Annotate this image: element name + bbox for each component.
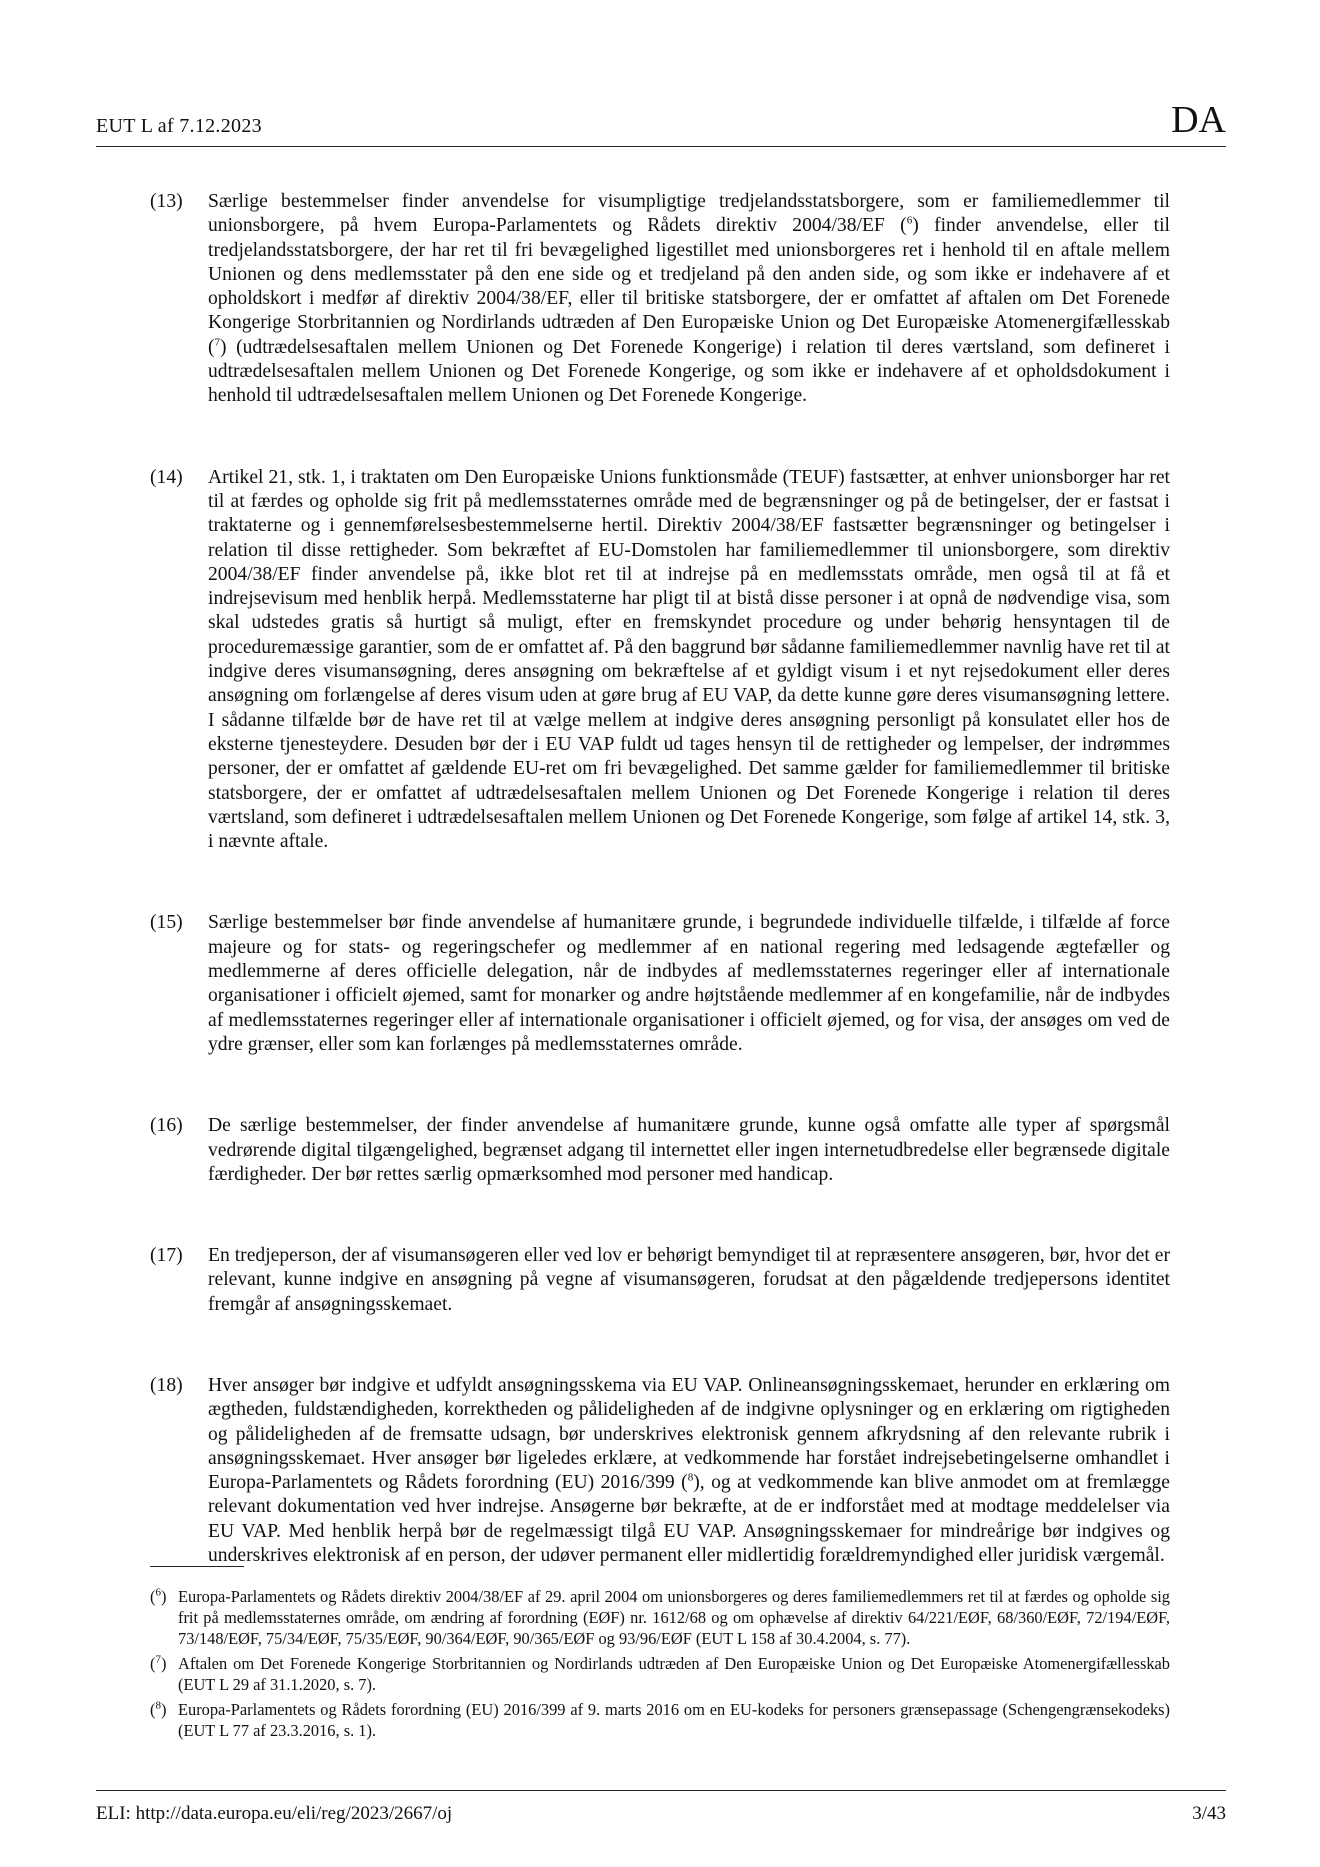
- recital-text: Hver ansøger bør indgive et udfyldt ansøgningsskema via EU VAP. Onlineansøgningsskemaet, herunder en erklæring om ægtheden, fuldstændigheden, korrektheden og pålideligheden af de indgivne oplysninger og en erklæring om rigtigheden og pålideligheden af de fremsatte udsagn, bør underskrives elektronisk gennem afkrydsning af den relevante rubrik i ansøgningsskemaet. Hver ansøger bør ligeledes erklære, at vedkommende har forstået indrejsebetingelserne omhandlet i Europa-Parlamentets og Rådets forordning (EU) 2016/399 (: [208, 1374, 1170, 1494]
- footnote-reference[interactable]: 8: [687, 1471, 694, 1484]
- document-body: [150, 190, 1170, 1568]
- footnotes: [150, 1586, 1170, 1745]
- footnote: [150, 1653, 1170, 1695]
- footnote-marker: ($^7$): [150, 1653, 167, 1673]
- recital-text: ) (udtrædelsesaftalen mellem Unionen og Det Forenede Kongerige) i relation til deres værtsland, som defineret i udtrædelsesaftalen mellem Unionen og Det Forenede Kongerige, og som ikke er indehavere af et opholdsdokument i henhold til udtrædelsesaftalen mellem Unionen og Det Forenede Kongerige.: [208, 336, 1170, 407]
- recital-text: En tredjeperson, der af visumansøgeren eller ved lov er behørigt bemyndiget til at repræsentere ansøgeren, bør, hvor det er relevant, kunne indgive en ansøgning på vegne af visumansøgeren, forudsat at den pågældende tredjepersons identitet fremgår af ansøgningsskemaet.: [208, 1245, 1170, 1315]
- recital: [150, 1114, 1170, 1187]
- recital-number: (14): [150, 466, 183, 488]
- recital-text: ), og at vedkommende kan blive anmodet om at fremlægge relevant dokumentation ved hver indrejse. Ansøgerne bør bekræfte, at de er indforstået med at modtage meddelelser via EU VAP. Med henblik herpå bør de regelmæssigt tilgå EU VAP. Ansøgningsskemaer for mindreårige bør indgives og underskrives elektronisk af en person, der udøver permanent eller midlertidig forældremyndighed eller juridisk værgemål.: [208, 1472, 1170, 1567]
- recital-number: (13): [150, 191, 183, 212]
- recital-number: (15): [150, 912, 183, 934]
- journal-reference: EUT L af 7.12.2023: [96, 115, 262, 137]
- recital-number: (18): [150, 1374, 183, 1396]
- footnote: [150, 1586, 1170, 1649]
- recital-text: Særlige bestemmelser finder anvendelse for visumpligtige tredjelandsstatsborgere, som er familiemedlemmer til unionsborgere, på hvem Europa-Parlamentets og Rådets direktiv 2004/38/EF (: [208, 191, 1170, 237]
- recital-text: ) finder anvendelse, eller til tredjelandsstatsborgere, der har ret til fri bevægelighed ligestillet med unionsborgeres ret i henhold til en aftale mellem Unionen og dens medlemsstater på den ene side og et tredjeland på den anden side, og som ikke er indehavere af et opholdskort i medfør af direktiv 2004/38/EF, eller til britiske statsborgere, der er omfattet af aftalen om Det Forenede Kongerige Storbritannien og Nordirlands udtræden af Den Europæiske Union og Det Europæiske Atomenergifællesskab (: [208, 215, 1170, 358]
- footnote: [150, 1699, 1170, 1741]
- recital-text: De særlige bestemmelser, der finder anvendelse af humanitære grunde, kunne også omfatte alle typer af spørgsmål vedrørende digital tilgængelighed, begrænset adgang til internettet eller ingen internetudbredelse eller begrænsede digitale færdigheder. Der bør rettes særlig opmærksomhed mod personer med handicap.: [208, 1115, 1170, 1185]
- footnote-text: Aftalen om Det Forenede Kongerige Storbritannien og Nordirlands udtræden af Den Europæiske Union og Det Europæiske Atomenergifællesskab (EUT L 29 af 31.1.2020, s. 7).: [178, 1654, 1170, 1694]
- page-number: 3/43: [1192, 1803, 1226, 1824]
- recital-number: (17): [150, 1245, 183, 1267]
- recital-text: Artikel 21, stk. 1, i traktaten om Den Europæiske Unions funktionsmåde (TEUF) fastsætter, at enhver unionsborger har ret til at færdes og opholde sig frit på medlemsstaternes område med de begrænsninger og på de betingelser, der er fastsat i traktaterne og i gennemførelsesbestemmelserne hertil. Direktiv 2004/38/EF fastsætter begrænsninger og betingelser i relation til disse rettigheder. Som bekræftet af EU-Domstolen har familiemedlemmer til unionsborgere, som direktiv 2004/38/EF finder anvendelse på, ikke blot ret til at indrejse på en medlemsstats område, men også til at få et indrejsevisum med henblik herpå. Medlemsstaterne har pligt til at bistå disse personer i at opnå de nødvendige visa, som skal udstedes gratis så hurtigt så muligt, efter en fremskyndet procedure og under behørig hensyntagen til de proceduremæssige garantier, som de er omfattet af. På den baggrund bør sådanne familiemedlemmer navnlig have ret til at indgive deres visumansøgning, deres ansøgning om bekræftelse af et gyldigt visum i et nyt rejsedokument eller deres ansøgning om forlængelse af deres visum uden at gøre brug af EU VAP, da dette kunne gøre deres visumansøgning lettere. I sådanne tilfælde bør de have ret til at vælge mellem at indgive deres ansøgning personligt på konsulatet eller hos de eksterne tjenesteydere. Desuden bør der i EU VAP fuldt ud tages hensyn til de rettigheder og lempelser, der indrømmes personer, der er omfattet af gældende EU-ret om fri bevægelighed. Det samme gælder for familiemedlemmer til britiske statsborgere, der er omfattet af udtrædelsesaftalen mellem Unionen og Det Forenede Kongerige i relation til deres værtsland, som defineret i udtrædelsesaftalen mellem Unionen og Det Forenede Kongerige, som følge af artikel 14, stk. 3, i nævnte aftale.: [208, 466, 1170, 853]
- footnote-divider: [150, 1566, 244, 1567]
- recital-text: Særlige bestemmelser bør finde anvendelse af humanitære grunde, i begrundede individuelle tilfælde, i tilfælde af force majeure og for stats- og regeringschefer og medlemmer af en national regering med ledsagende ægtefæller og medlemmerne af deres officielle delegation, når de indbydes af medlemsstaternes regeringer eller af internationale organisationer i officielt øjemed, samt for monarker og andre højtstående medlemmer af en kongefamilie, når de indbydes af medlemsstaternes regeringer eller af internationale organisationer i officielt øjemed, og for visa, der ansøges om ved de ydre grænser, eller som kan forlænges på medlemsstaternes område.: [208, 912, 1170, 1055]
- recital-number: (16): [150, 1115, 183, 1137]
- page-footer: [96, 1790, 1226, 1824]
- footnote-reference[interactable]: 7: [214, 336, 221, 349]
- footnote-text: Europa-Parlamentets og Rådets forordning (EU) 2016/399 af 9. marts 2016 om en EU-kodeks for personers grænsepassage (Schengengrænsekodeks) (EUT L 77 af 23.3.2016, s. 1).: [178, 1700, 1170, 1740]
- eli-link[interactable]: ELI: http://data.europa.eu/eli/reg/2023/2667/oj: [96, 1803, 453, 1824]
- recital: [150, 1244, 1170, 1317]
- footnote-marker: ($^6$): [150, 1586, 167, 1606]
- page-header: [96, 96, 1226, 147]
- recital: [150, 911, 1170, 1057]
- recital: [150, 466, 1170, 855]
- footnote-marker: ($^8$): [150, 1699, 167, 1719]
- recital: [150, 1374, 1170, 1568]
- footnote-text: Europa-Parlamentets og Rådets direktiv 2004/38/EF af 29. april 2004 om unionsborgeres og deres familiemedlemmers ret til at færdes og opholde sig frit på medlemsstaternes område, om ændring af forordning (EØF) nr. 1612/68 og om ophævelse af direktiv 64/221/EØF, 68/360/EØF, 72/194/EØF, 73/148/EØF, 75/34/EØF, 75/35/EØF, 90/364/EØF, 90/365/EØF og 93/96/EØF (EUT L 158 af 30.4.2004, s. 77).: [178, 1587, 1170, 1648]
- footnote-reference[interactable]: 6: [906, 214, 913, 227]
- language-code: DA: [1171, 99, 1226, 141]
- recital: [150, 190, 1170, 409]
